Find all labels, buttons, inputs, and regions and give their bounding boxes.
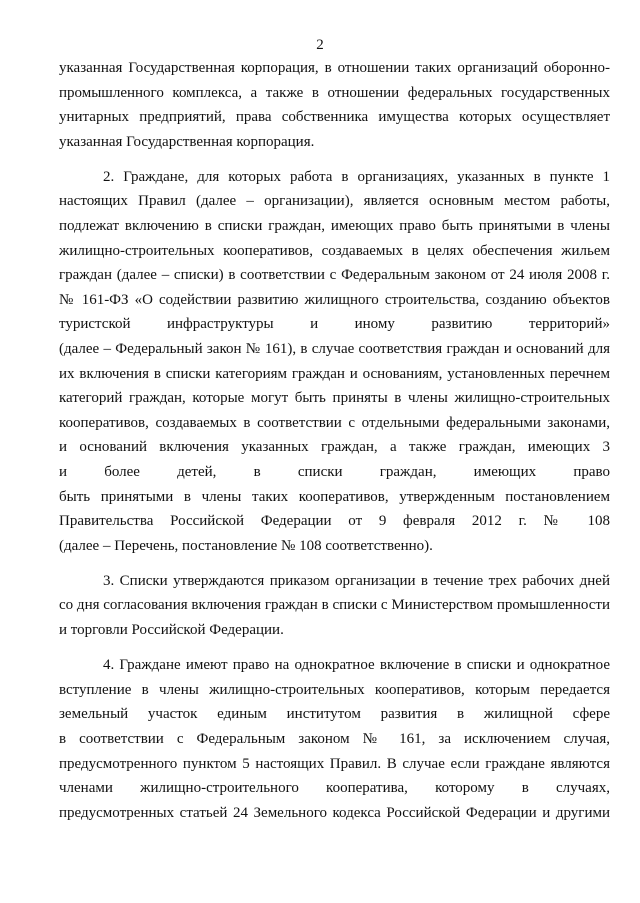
text-line: со дня согласования включения граждан в списки с Министерством промышленности [59, 597, 610, 614]
text-line: № 161-ФЗ «О содействии развитию жилищного строительства, созданию объектов [59, 291, 610, 308]
paragraph-gap [59, 154, 610, 165]
text-line: промышленного комплекса, а также в отношении федеральных государственных [59, 84, 610, 101]
text-line: Правительства Российской Федерации от 9 февраля 2012 г. № 108 [59, 513, 610, 530]
text-line: (далее – Федеральный закон № 161), в случае соответствия граждан и оснований для [59, 341, 610, 358]
text-line: унитарных предприятий, права собственника имущества которых осуществляет [59, 109, 610, 126]
text-line: указанная Государственная корпорация. [59, 133, 315, 150]
text-line: указанная Государственная корпорация, в отношении таких организаций оборонно- [59, 60, 610, 76]
text-line: земельный участок единым институтом развития в жилищной сфере [59, 706, 610, 723]
text-line: кооперативов, создаваемых в соответствии с отдельными федеральными законами, [59, 414, 610, 431]
text-line: жилищно-строительных кооперативов, создаваемых в целях обеспечения жильем [59, 242, 610, 259]
text-line: граждан (далее – списки) в соответствии с Федеральным законом от 24 июля 2008 г. [59, 267, 610, 284]
text-line: настоящих Правил (далее – организации), является основным местом работы, [59, 193, 610, 210]
text-line: в соответствии с Федеральным законом № 161, за исключением случая, [59, 730, 610, 747]
text-line: предусмотренных статьей 24 Земельного кодекса Российской Федерации и другими [59, 804, 610, 821]
text-line: быть принятыми в члены таких кооперативов, утвержденным постановлением [59, 488, 610, 505]
page-number: 2 [316, 37, 324, 53]
text-line: 3. Списки утверждаются приказом организации в течение трех рабочих дней [103, 572, 610, 589]
text-line: и торговли Российской Федерации. [59, 622, 284, 639]
text-line: 4. Граждане имеют право на однократное включение в списки и однократное [103, 657, 610, 674]
paragraph-gap [59, 558, 610, 569]
document-body [59, 56, 610, 825]
text-line: предусмотренного пунктом 5 настоящих Правил. В случае если граждане являются [59, 755, 610, 772]
text-line: и оснований включения указанных граждан, а также граждан, имеющих 3 [59, 439, 610, 456]
text-line: вступление в члены жилищно-строительных кооперативов, которым передается [59, 681, 610, 698]
text-line: членами жилищно-строительного кооператива, которому в случаях, [59, 780, 610, 797]
text-line: 2. Граждане, для которых работа в организациях, указанных в пункте 1 [103, 168, 610, 185]
text-line: подлежат включению в списки граждан, имеющих право быть принятыми в члены [59, 218, 610, 235]
text-line: их включения в списки категориям граждан и основаниям, установленных перечнем [59, 365, 610, 382]
text-line: категорий граждан, которые могут быть приняты в члены жилищно-строительных [59, 390, 610, 407]
text-line: и более детей, в списки граждан, имеющих право [59, 464, 610, 480]
text-line: туристской инфраструктуры и иному развитию территорий» [59, 316, 610, 333]
paragraph-gap [59, 643, 610, 654]
text-line: (далее – Перечень, постановление № 108 соответственно). [59, 537, 433, 554]
